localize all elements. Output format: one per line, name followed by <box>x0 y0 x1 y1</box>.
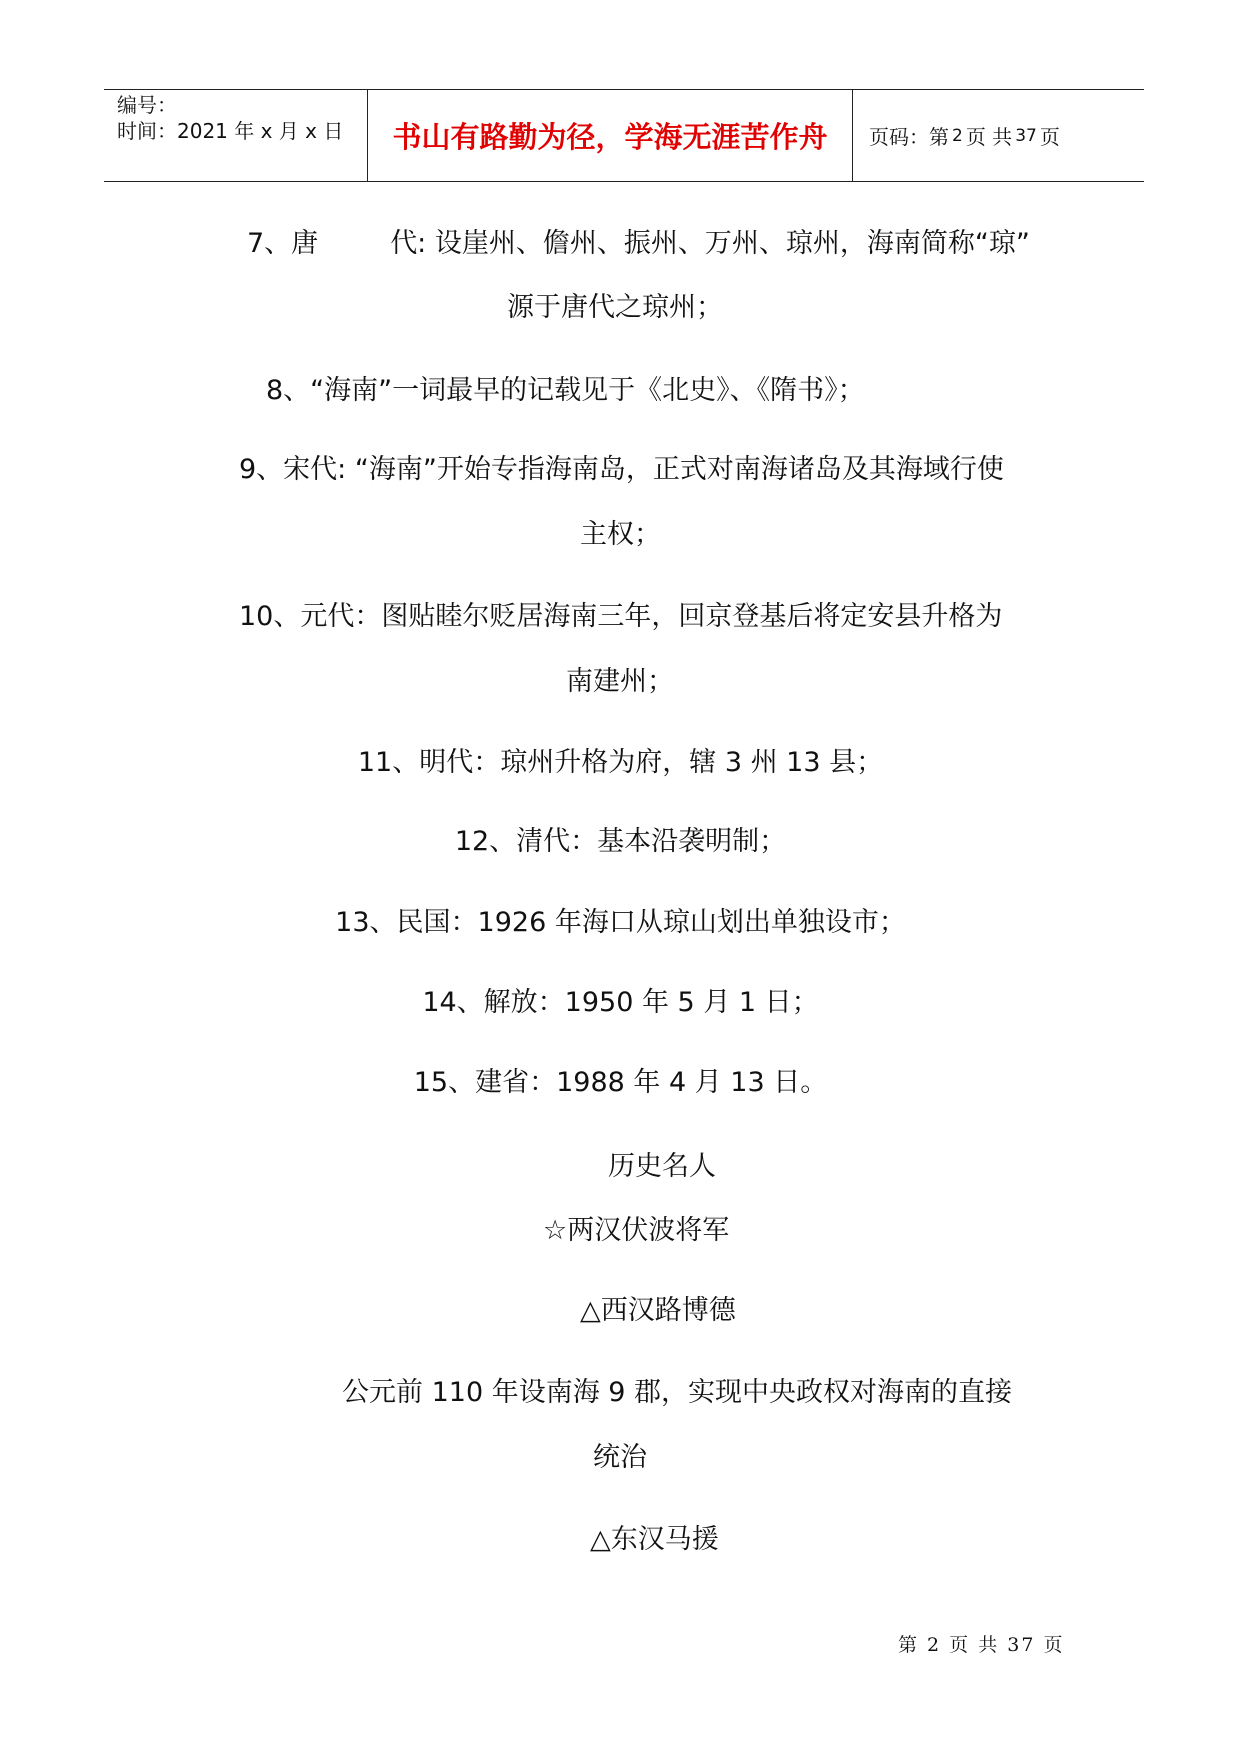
page-header <box>104 89 1144 182</box>
item-14: 14、解放：1950 年 5 月 1 日； <box>422 987 819 1018</box>
page-label-prefix: 页码：第 <box>869 125 949 149</box>
item-10-line-1: 10、元代：图贴睦尔贬居海南三年，回京登基后将定安县升格为 <box>239 601 1003 632</box>
item-7-line-1 <box>247 227 1030 261</box>
page-label-suffix: 页 <box>1039 125 1060 149</box>
item-9-line-1: 9、宋代: “海南”开始专指海南岛，正式对南海诸岛及其海域行使 <box>239 454 1004 485</box>
header-slogan: 书山有路勤为径，学海无涯苦作舟 <box>368 90 853 181</box>
item-12: 12、清代：基本沿袭明制； <box>454 826 787 857</box>
section-title: 历史名人 <box>608 1151 716 1182</box>
person-1: △西汉路博德 <box>580 1295 736 1326</box>
item-9-line-2: 主权； <box>580 519 661 550</box>
item-13: 13、民国：1926 年海口从琼山划出单独设市； <box>335 907 906 938</box>
item-15: 15、建省：1988 年 4 月 13 日。 <box>413 1067 828 1098</box>
doc-time-label: 时间：2021 年 x 月 x 日 <box>117 119 344 143</box>
item-7-prefix: 7、唐 <box>247 228 319 259</box>
person-1-desc-line-2: 统治 <box>593 1442 647 1473</box>
item-7-line-2: 源于唐代之琼州； <box>507 292 723 323</box>
person-1-desc-line-1: 公元前 110 年设南海 9 郡，实现中央政权对海南的直接 <box>342 1377 1013 1408</box>
item-8: 8、“海南”一词最早的记载见于《北史》、《隋书》； <box>266 375 865 406</box>
page-current: 2 <box>952 125 963 146</box>
doc-number-label: 编号： <box>117 93 177 117</box>
item-11: 11、明代：琼州升格为府，辖 3 州 13 县； <box>357 747 884 778</box>
page-total: 37 <box>1015 125 1037 146</box>
header-page-number <box>853 90 1144 181</box>
header-meta <box>104 90 368 181</box>
star-item: ☆两汉伏波将军 <box>543 1215 730 1246</box>
page-footer: 第 2 页 共 37 页 <box>898 1634 1065 1656</box>
item-7-text: 代: 设崖州、儋州、振州、万州、琼州，海南简称“琼” <box>390 228 1030 259</box>
item-10-line-2: 南建州； <box>566 666 674 697</box>
person-2: △东汉马援 <box>590 1524 719 1555</box>
page-label-middle: 页 共 <box>965 125 1013 149</box>
